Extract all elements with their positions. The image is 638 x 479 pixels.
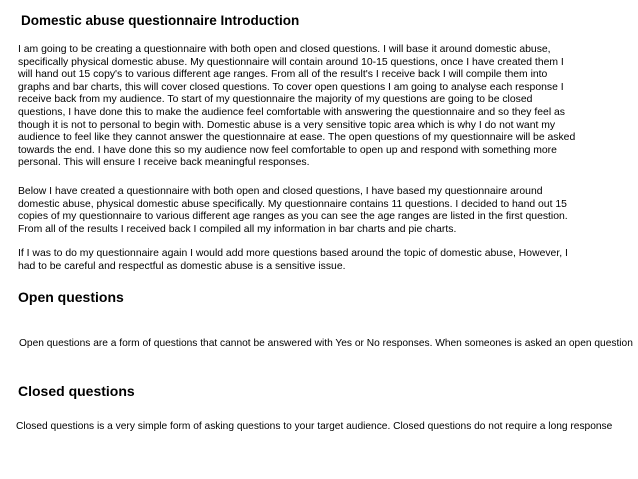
intro-line: audience to feel like they cannot answer the questionnaire at ease. The open questions of my questionnaire will be asked xyxy=(18,132,576,144)
intro-line: will hand out 15 copy's to various different age ranges. From all of the result's I receive back I will compile them into xyxy=(18,69,548,81)
description-line: From all of the results I received back I compiled all my information in bar charts and pie charts. xyxy=(18,223,457,235)
intro-paragraph xyxy=(18,44,575,170)
reflection-line: If I was to do my questionnaire again I would add more questions based around the topic of domestic abuse, However, I xyxy=(18,248,568,259)
intro-line: graphs and bar charts, this will cover closed questions. To cover open questions I am going to analyse each response I xyxy=(18,81,564,93)
closed-questions-text: Closed questions is a very simple form of asking questions to your target audience. Closed questions do not require a long response xyxy=(16,421,613,432)
reflection-line: had to be careful and respectful as domestic abuse is a sensitive issue. xyxy=(18,260,346,272)
reflection-paragraph xyxy=(18,248,568,273)
intro-line: personal. This will ensure I receive back meaningful responses. xyxy=(18,157,310,169)
description-line: Below I have created a questionnaire with both open and closed questions, I have based my questionnaire around xyxy=(18,186,543,197)
intro-line: though it is not to personal to begin with. Domestic abuse is a very sensitive topic area which is why I do not want my xyxy=(18,119,556,131)
intro-line: I am going to be creating a questionnaire with both open and closed questions. I will base it around domestic abuse, xyxy=(18,44,551,55)
intro-line: specifically physical domestic abuse. My questionnaire will contain around 10-15 questions, once I have created them I xyxy=(18,56,564,68)
questionnaire-description-paragraph xyxy=(18,186,568,236)
page-title: Domestic abuse questionnaire Introduction xyxy=(21,13,300,28)
open-questions-text: Open questions are a form of questions that cannot be answered with Yes or No responses. When someones is asked an open question xyxy=(19,338,633,349)
intro-line: towards the end. I have done this so my audience now feel comfortable to open up and respond with something more xyxy=(18,144,557,156)
closed-questions-heading: Closed questions xyxy=(18,383,135,399)
description-line: copies of my questionnaire to various different age ranges as you can see the age ranges are listed in the first question. xyxy=(18,211,568,223)
open-questions-heading: Open questions xyxy=(18,289,124,305)
intro-line: questions, I have done this to make the audience feel comfortable with answering the questionnaire and so they feel as xyxy=(18,106,566,118)
intro-line: receive back from my audience. To start of my questionnaire the majority of my questions are going to be closed xyxy=(18,94,533,106)
description-line: domestic abuse, physical domestic abuse specifically. My questionnaire contains 11 questions. I decided to hand out 15 xyxy=(18,198,567,210)
